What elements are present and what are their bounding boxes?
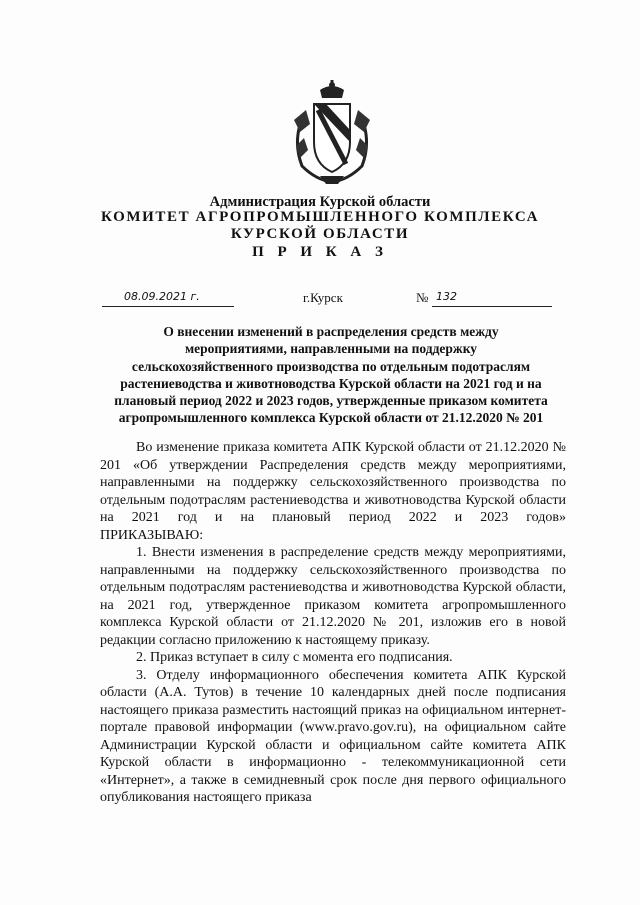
document-type: П Р И К А З	[252, 244, 388, 260]
document-body	[100, 439, 566, 807]
date-value: 08.09.2021 г.	[124, 290, 200, 303]
order-word: ПРИКАЗЫВАЮ:	[100, 527, 204, 543]
item-1-paragraph: 1. Внести изменения в распределение средств между мероприятиями, направленными на поддержку сельскохозяйственного производства по отдельным подотраслям растениеводства и животноводства Курской области, на 2021 год, утвержденное приказом комитета агропромышленного комплекса Курской области от 21.12.2020 № 201, изложив его в новой редакции согласно приложению к настоящему приказу.	[100, 545, 566, 648]
number-value: 132	[436, 290, 457, 303]
coat-of-arms-icon	[282, 80, 382, 186]
title-line: плановый период 2022 и 2023 годов, утвержденные приказом комитета	[114, 393, 548, 409]
number-field	[432, 290, 552, 307]
number-label: №	[416, 290, 429, 305]
city-label: г.Курск	[303, 290, 343, 305]
item-2-paragraph: 2. Приказ вступает в силу с момента его подписания.	[136, 650, 453, 665]
committee-name: КОМИТЕТ АГРОПРОМЫШЛЕННОГО КОМПЛЕКСА	[100, 209, 540, 225]
title-line: мероприятиями, направленными на поддержку	[184, 341, 478, 357]
title-line: О внесении изменений в распределения средств между	[163, 324, 499, 339]
date-field	[102, 290, 234, 307]
document-title	[96, 323, 566, 427]
item-3-paragraph: 3. Отделу информационного обеспечения комитета АПК Курской области (А.А. Тутов) в течение 10 календарных дней после подписания настоящего приказа разместить настоящий приказ на официальном интернет-портале правовой информации (www.pravo.gov.ru), на официальном сайте Администрации Курской области и официальном сайте комитета АПК Курской области в информационно - телекоммуникационной сети «Интернет», а также в семидневный срок после дня первого официального опубликования настоящего приказа	[100, 667, 566, 805]
region-name: КУРСКОЙ ОБЛАСТИ	[230, 226, 410, 242]
intro-paragraph: Во изменение приказа комитета АПК Курской области от 21.12.2020 № 201 «Об утверждении Распределения средств между мероприятиями, направленными на поддержку сельскохозяйственного производства по отдельным подотраслям растениеводства и животноводства Курской области на 2021 год и на плановый период 2022 и 2023 годов»	[100, 440, 566, 525]
administration-name: Администрация Курской области	[209, 194, 431, 210]
title-line: растениеводства и животноводства Курской области на 2021 год и на	[120, 375, 542, 391]
title-line: сельскохозяйственного производства по отдельным подотраслям	[131, 358, 531, 374]
title-line: агропромышленного комплекса Курской области от 21.12.2020 № 201	[118, 410, 544, 426]
